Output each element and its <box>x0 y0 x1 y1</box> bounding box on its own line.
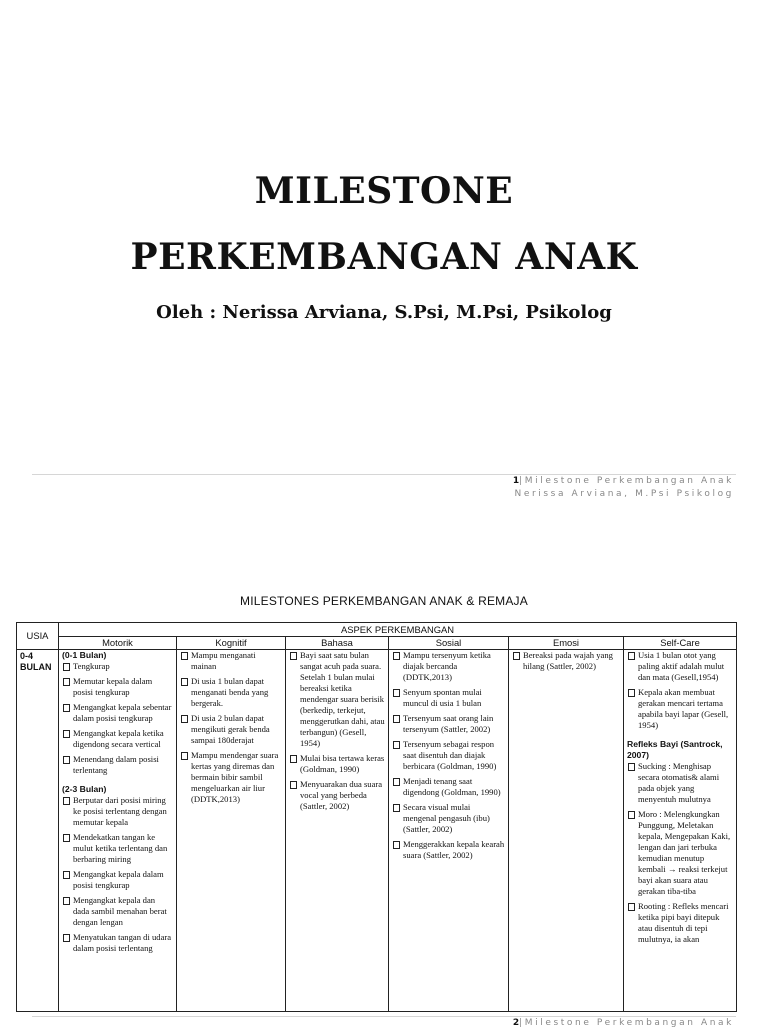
footer-author: Nerissa Arviana, M.Psi Psikolog <box>514 489 734 499</box>
list-item-text: Secara visual mulai mengenal pengasuh (ibu) (Sattler, 2002) <box>403 802 490 834</box>
document-title-line-1: MILESTONE <box>254 170 514 212</box>
list-item <box>627 809 733 897</box>
list-item <box>392 687 505 709</box>
list-item <box>62 661 173 672</box>
col-header-selfcare: Self-Care <box>624 637 737 650</box>
checkbox-bullet-icon <box>393 804 400 812</box>
checkbox-bullet-icon <box>393 652 400 660</box>
list-item-text: Senyum spontan mulai muncul di usia 1 bulan <box>403 687 482 708</box>
list-item-text: Mengangkat kepala ketika digendong secara vertical <box>73 728 164 749</box>
sosial-list <box>392 650 505 861</box>
list-item <box>62 702 173 724</box>
list-item <box>392 713 505 735</box>
list-item-text: Mendekatkan tangan ke mulut ketika terlentang dan berbaring miring <box>73 832 168 864</box>
col-header-motorik: Motorik <box>59 637 177 650</box>
checkbox-bullet-icon <box>63 797 70 805</box>
checkbox-bullet-icon <box>290 652 297 660</box>
checkbox-bullet-icon <box>63 704 70 712</box>
checkbox-bullet-icon <box>628 652 635 660</box>
cell-sosial <box>389 650 509 1012</box>
list-item <box>180 650 282 672</box>
emosi-list <box>512 650 620 672</box>
list-item <box>62 895 173 928</box>
list-item <box>392 839 505 861</box>
list-item <box>627 650 733 683</box>
list-item-text: Berputar dari posisi miring ke posisi terlentang dengan memutar kepala <box>73 795 167 827</box>
checkbox-bullet-icon <box>628 903 635 911</box>
list-item <box>392 650 505 683</box>
list-item-text: Bayi saat satu bulan sangat acuh pada suara. Setelah 1 bulan mulai bereaksi ketika mendengar suara berisik (berkedip, terkejut, menggerutkan dahi, atau terbangun) (Gesell, 1954) <box>300 650 385 748</box>
list-item-text: Mengangkat kepala sebentar dalam posisi tengkurap <box>73 702 172 723</box>
checkbox-bullet-icon <box>393 741 400 749</box>
list-item-text: (2-3 Bulan) <box>62 784 107 794</box>
list-item <box>289 753 385 775</box>
checkbox-bullet-icon <box>181 652 188 660</box>
col-header-sosial: Sosial <box>389 637 509 650</box>
footer-page-number: 1 <box>512 476 520 486</box>
milestones-table <box>16 622 737 1012</box>
bahasa-list <box>289 650 385 812</box>
list-item-text: Kepala akan membuat gerakan mencari tertama apabila bayi lapar (Gesell, 1954) <box>638 687 729 730</box>
table-title: MILESTONES PERKEMBANGAN ANAK & REMAJA <box>240 594 528 608</box>
list-item <box>62 754 173 776</box>
list-item-text: Menyatukan tangan di udara dalam posisi terlentang <box>73 932 172 953</box>
list-item-text: (0-1 Bulan) <box>62 650 107 660</box>
list-item-text: Mulai bisa tertawa keras (Goldman, 1990) <box>300 753 385 774</box>
list-item-text: Menjadi tenang saat digendong (Goldman, 1990) <box>403 776 501 797</box>
list-item-text: Mampu tersenyum ketika diajak bercanda (DDTK,2013) <box>403 650 491 682</box>
list-item-text: Mengangkat kepala dan dada sambil menahan berat dengan lengan <box>73 895 167 927</box>
list-item-text: Tersenyum saat orang lain tersenyum (Sattler, 2002) <box>403 713 494 734</box>
checkbox-bullet-icon <box>393 689 400 697</box>
cell-emosi <box>509 650 624 1012</box>
aspek-header: ASPEK PERKEMBANGAN <box>59 623 737 637</box>
list-item-text: Menendang dalam posisi terlentang <box>73 754 159 775</box>
sub-heading <box>62 650 173 661</box>
list-item <box>62 676 173 698</box>
list-item-text: Di usia 2 bulan dapat mengikuti gerak benda sampai 180derajat <box>191 713 270 745</box>
checkbox-bullet-icon <box>628 811 635 819</box>
list-item-text: Usia 1 bulan otot yang paling aktif adalah mulut dan mata (Gesell,1954) <box>638 650 725 682</box>
usia-cell: 0-4 BULAN <box>17 650 59 1012</box>
footer-bottom-doc-title: |Milestone Perkembangan Anak <box>519 1018 734 1028</box>
cell-bahasa <box>286 650 389 1012</box>
footer-bottom-page-number: 2 <box>512 1018 520 1028</box>
list-item-text: Tersenyum sebagai respon saat disentuh dan diajak berbicara (Goldman, 1990) <box>403 739 497 771</box>
cell-selfcare <box>624 650 737 1012</box>
checkbox-bullet-icon <box>290 755 297 763</box>
list-item <box>62 869 173 891</box>
sub-heading <box>62 784 173 795</box>
checkbox-bullet-icon <box>63 834 70 842</box>
list-item-text: Moro : Melengkungkan Punggung, Meletakan kepala, Mengepakan Kaki, lengan dan jari terbuka kemudian menutup kembali → reaksi terkejut bayi akan suara atau gerakan tiba-tiba <box>638 809 731 896</box>
list-item <box>62 832 173 865</box>
list-item <box>392 776 505 798</box>
list-item-text: Sucking : Menghisap secara otomatis& alami pada objek yang menyentuh mulutnya <box>638 761 720 804</box>
list-item-text: Menyuarakan dua suara vocal yang berbeda (Sattler, 2002) <box>300 779 383 811</box>
motorik-list <box>62 650 173 954</box>
col-header-bahasa: Bahasa <box>286 637 389 650</box>
list-item-text: Refleks Bayi (Santrock, 2007) <box>627 739 723 760</box>
list-item-text: Rooting : Refleks mencari ketika pipi bayi ditepuk atau disentuh di tepi mulutnya, ia akan <box>638 901 729 944</box>
footer-line-1 <box>513 475 734 488</box>
column-header-row <box>17 637 737 650</box>
footer-doc-title: |Milestone Perkembangan Anak <box>519 476 734 486</box>
list-item-text: Mampu mendengar suara kertas yang diremas dan bermain bibir sambil mengeluarkan air liur (DDTK,2013) <box>191 750 279 804</box>
checkbox-bullet-icon <box>181 678 188 686</box>
checkbox-bullet-icon <box>63 897 70 905</box>
usia-header: USIA <box>17 623 59 650</box>
kognitif-list <box>180 650 282 805</box>
page-footer <box>513 475 734 501</box>
author-line: Oleh : Nerissa Arviana, S.Psi, M.Psi, Psikolog <box>156 302 612 323</box>
checkbox-bullet-icon <box>63 756 70 764</box>
document-title-line-2: PERKEMBANGAN ANAK <box>130 236 638 278</box>
checkbox-bullet-icon <box>181 715 188 723</box>
checkbox-bullet-icon <box>63 934 70 942</box>
list-item <box>289 779 385 812</box>
checkbox-bullet-icon <box>393 778 400 786</box>
list-item-text: Di usia 1 bulan dapat menganati benda yang bergerak. <box>191 676 269 708</box>
list-item-text: Mampu menganati mainan <box>191 650 256 671</box>
col-header-emosi: Emosi <box>509 637 624 650</box>
list-item-text: Mengangkat kepala dalam posisi tengkurap <box>73 869 164 890</box>
list-item <box>62 728 173 750</box>
col-header-kognitif: Kognitif <box>177 637 286 650</box>
cell-motorik <box>59 650 177 1012</box>
checkbox-bullet-icon <box>513 652 520 660</box>
list-item <box>392 739 505 772</box>
list-item <box>512 650 620 672</box>
checkbox-bullet-icon <box>63 678 70 686</box>
list-item-text: Bereaksi pada wajah yang hilang (Sattler, 2002) <box>523 650 613 671</box>
checkbox-bullet-icon <box>63 730 70 738</box>
cell-kognitif <box>177 650 286 1012</box>
list-item <box>62 795 173 828</box>
list-item <box>180 713 282 746</box>
list-item-text: Tengkurap <box>73 661 110 671</box>
list-item <box>627 761 733 805</box>
sub-heading <box>627 739 733 761</box>
checkbox-bullet-icon <box>63 871 70 879</box>
list-item <box>62 932 173 954</box>
list-item-text: Memutar kepala dalam posisi tengkurap <box>73 676 153 697</box>
list-item <box>180 676 282 709</box>
list-item <box>627 901 733 945</box>
checkbox-bullet-icon <box>628 763 635 771</box>
selfcare-list <box>627 650 733 945</box>
list-item <box>392 802 505 835</box>
list-item <box>289 650 385 749</box>
list-item-text: Menggerakkan kepala kearah suara (Sattler, 2002) <box>403 839 505 860</box>
checkbox-bullet-icon <box>63 663 70 671</box>
list-item <box>180 750 282 805</box>
checkbox-bullet-icon <box>393 715 400 723</box>
checkbox-bullet-icon <box>290 781 297 789</box>
checkbox-bullet-icon <box>181 752 188 760</box>
checkbox-bullet-icon <box>393 841 400 849</box>
list-item <box>627 687 733 731</box>
table-row <box>17 650 737 1012</box>
checkbox-bullet-icon <box>628 689 635 697</box>
